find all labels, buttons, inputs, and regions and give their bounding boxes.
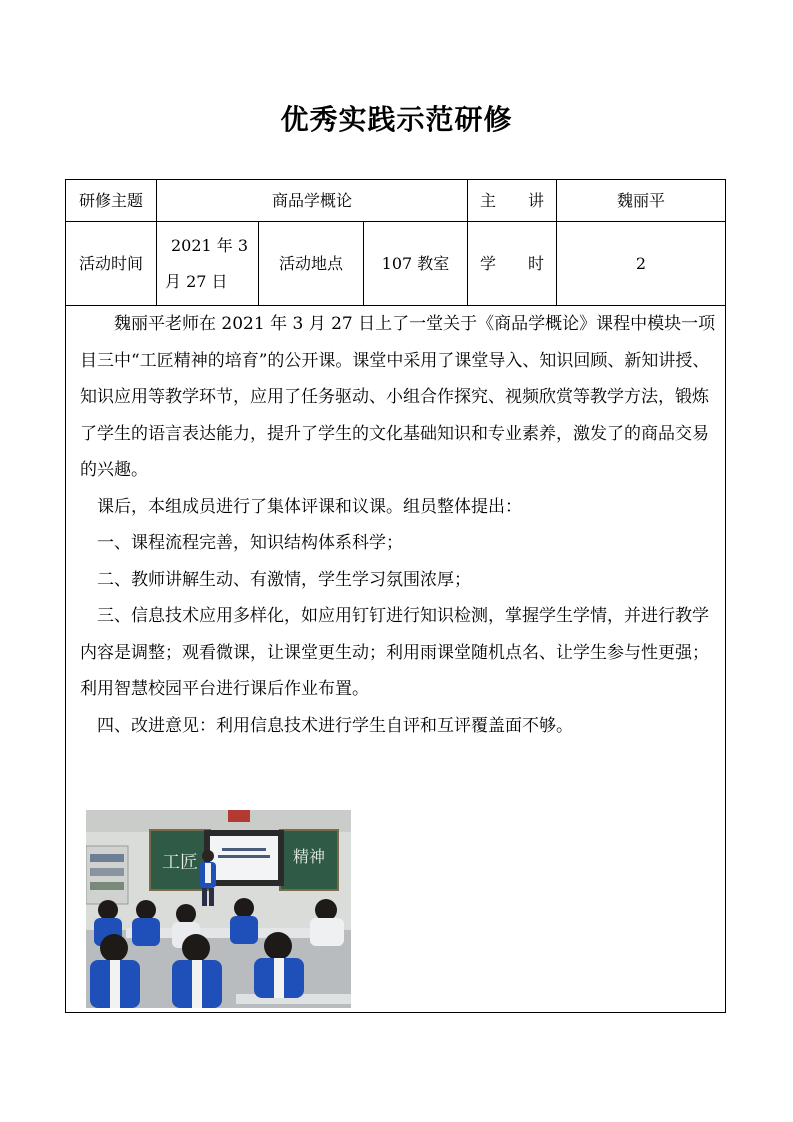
speaker-label xyxy=(468,180,556,221)
time-value-line2: 月 27 日 xyxy=(165,271,228,291)
time-label: 活动时间 xyxy=(78,253,143,273)
activity-description xyxy=(80,306,716,744)
speaker-label-char-b: 讲 xyxy=(527,190,544,210)
hours-label xyxy=(468,222,556,305)
page-title: 优秀实践示范研修 xyxy=(280,103,513,136)
time-value-line1: 2021 年 3 xyxy=(171,235,249,255)
review-point-3: 三、信息技术应用多样化，如应用钉钉进行知识检测，掌握学生学情，并进行教学内容是调整；观看微课，让课堂更生动；利用雨课堂随机点名、让学生参与性更强；利用智慧校园平台进行课后作业布置。 xyxy=(80,606,709,699)
topic-label: 研修主题 xyxy=(78,190,143,210)
hours-label-char-a: 学 xyxy=(480,253,497,273)
place-value: 107 教室 xyxy=(381,253,450,273)
time-value xyxy=(157,222,258,305)
review-point-2: 二、教师讲解生动、有激情，学生学习氛围浓厚； xyxy=(97,569,471,590)
record-table xyxy=(65,179,726,1013)
summary-paragraph: 魏丽平老师在 2021 年 3 月 27 日上了一堂关于《商品学概论》课程中模块一项目三中“工匠精神的培育”的公开课。课堂中采用了课堂导入、知识回顾、新知讲授、知识应用等教学环节，应用了任务驱动、小组合作探究、视频欣赏等教学方法，锻炼了学生的语言表达能力，提升了学生的文化基础知识和专业素养，激发了的商品交易的兴趣。 xyxy=(80,314,716,480)
board-left-text: 工匠 xyxy=(162,852,198,873)
speaker-label-char-a: 主 xyxy=(480,190,497,210)
hours-label-char-b: 时 xyxy=(527,253,544,273)
place-label: 活动地点 xyxy=(278,253,343,273)
topic-value: 商品学概论 xyxy=(271,190,352,210)
speaker-value: 魏丽平 xyxy=(616,190,665,210)
review-point-4: 四、改进意见：利用信息技术进行学生自评和互评覆盖面不够。 xyxy=(97,715,573,736)
board-right-text: 精神 xyxy=(292,847,326,866)
classroom-photo xyxy=(86,810,351,1008)
hours-value: 2 xyxy=(635,253,647,273)
review-point-1: 一、课程流程完善，知识结构体系科学； xyxy=(97,533,403,553)
review-intro: 课后，本组成员进行了集体评课和议课。组员整体提出： xyxy=(97,496,522,517)
